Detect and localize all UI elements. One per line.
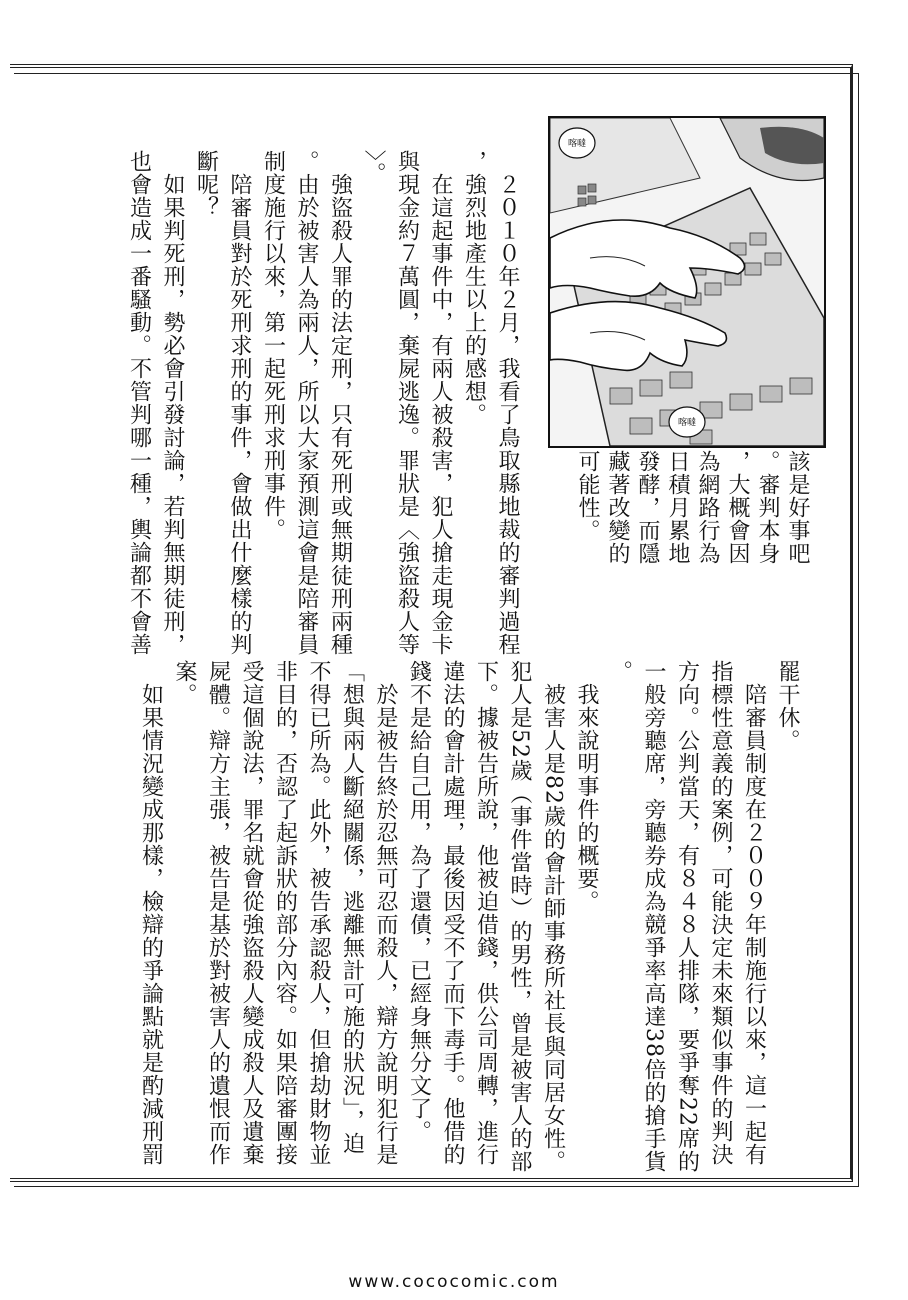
text-column: 犯人是52歲（事件當時）的男性，曾是被害人的部 <box>507 660 532 1173</box>
text-column: 錢不是給自己用，為了還債，已經身無分文了。 <box>406 660 432 1143</box>
text-column: 如果情況變成那樣，檢辯的爭論點就是酌減刑罰 <box>138 660 164 1166</box>
text-column: 。審判本身 <box>755 450 780 565</box>
text-column: 罷干休。 <box>775 660 800 752</box>
text-column: 為網路行為 <box>695 450 720 565</box>
text-column: 。 <box>607 660 633 683</box>
text-column: 該是好事吧 <box>785 450 810 565</box>
text-column: 〉。 <box>361 150 386 185</box>
text-column: ，大概會因 <box>725 450 750 565</box>
text-column: 發酵，而隱 <box>635 450 660 565</box>
text-column: 也會造成一番騷動。不管判哪一種，輿論都不會善 <box>126 150 152 656</box>
text-column: 我來說明事件的概要。 <box>574 660 599 913</box>
text-column: 。由於被害人為兩人，所以大家預測這會是陪審員 <box>294 150 319 656</box>
sfx-bottom: 喀噠 <box>677 418 697 428</box>
text-column: 受這個說法，罪名就會從強盜殺人變成殺人及遺棄 <box>239 660 264 1166</box>
text-column: 於是被告終於忍無可忍而殺人，辯方說明犯行是 <box>373 660 398 1166</box>
footer-url: www.cococomic.com <box>348 1272 560 1292</box>
text-column: 被害人是82歲的會計師事務所社長與同居女性。 <box>540 660 566 1173</box>
text-column: 藏著改變的 <box>605 450 630 565</box>
text-column: 「想與兩人斷絕關係，逃離無計可施的狀況」，迫 <box>339 660 365 1155</box>
text-column: 違法的會計處理，最後因受不了而下毒手。他借的 <box>440 660 465 1166</box>
text-column: 陪審員對於死刑求刑的事件，會做出什麼樣的判 <box>227 150 252 656</box>
text-column: 屍體。辯方主張，被告是基於對被害人的遺恨而作 <box>205 660 231 1166</box>
illustration-panel <box>548 116 826 448</box>
text-column: 強盜殺人罪的法定刑，只有死刑或無期徒刑兩種 <box>327 150 353 656</box>
text-column: 可能性。 <box>575 450 600 542</box>
text-column: 一般旁聽席，旁聽券成為競爭率高達38倍的搶手貨 <box>641 660 666 1173</box>
text-column: 日積月累地 <box>665 450 690 565</box>
text-column: 與現金約７萬圓，棄屍逃逸。罪狀是〈強盜殺人等 <box>394 150 420 656</box>
sfx-top: 喀噠 <box>567 139 587 149</box>
typing-hands-illustration <box>550 118 824 446</box>
text-column: 下。據被告所說，他被迫借錢，供公司周轉，進行 <box>473 660 499 1166</box>
text-column: ，強烈地產生以上的感想。 <box>461 150 487 426</box>
text-column: 斷呢？ <box>193 150 219 219</box>
text-column: 陪審員制度在２００９年制施行以來，這一起有 <box>741 660 767 1166</box>
text-column: 指標性意義的案例，可能決定未來類似事件的判決 <box>708 660 733 1166</box>
text-column: 制度施行以來，第一起死刑求刑事件。 <box>260 150 286 541</box>
text-column: 如果判死刑，勢必會引發討論，若判無期徒刑， <box>160 150 185 656</box>
text-column: ２０１０年２月，我看了鳥取縣地裁的審判過程 <box>495 150 520 656</box>
text-column: 在這起事件中，有兩人被殺害，犯人搶走現金卡 <box>428 150 453 656</box>
text-column: 方向。公判當天，有８４８人排隊，要爭奪22席的 <box>674 660 700 1173</box>
text-column: 不得已所為。此外，被告承認殺人，但搶劫財物並 <box>306 660 331 1166</box>
text-column: 案。 <box>172 660 197 706</box>
text-column: 非目的，否認了起訴狀的部分內容。如果陪審團接 <box>272 660 298 1166</box>
